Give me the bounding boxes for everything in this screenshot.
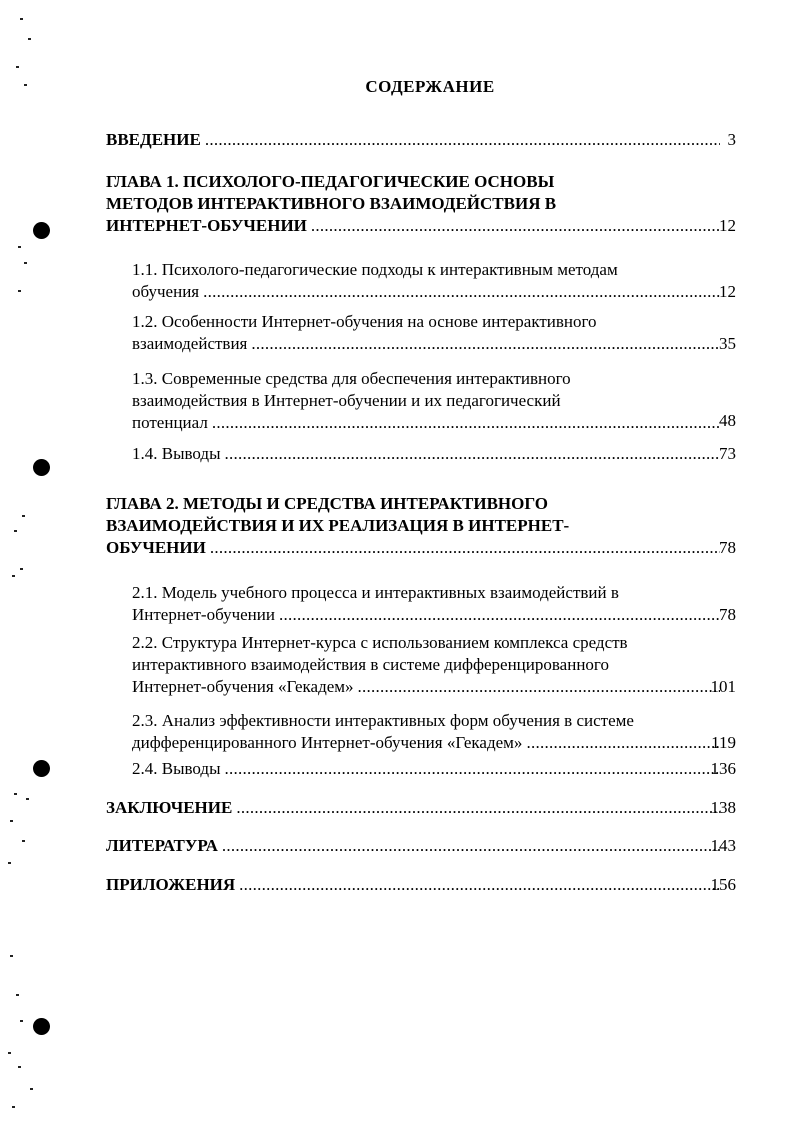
toc-entry-label: Интернет-обучения «Гекадем»	[132, 677, 354, 696]
toc-entry-label: ПРИЛОЖЕНИЯ	[106, 875, 236, 894]
toc-entry-section-2-1	[132, 582, 724, 626]
toc-entry-page: 156	[710, 875, 736, 894]
toc-entry-page: 101	[710, 677, 736, 696]
binder-hole	[33, 459, 50, 476]
scan-speck	[28, 38, 31, 40]
toc-entry-page: 12	[719, 282, 736, 301]
toc-entry-label: 1.3. Современные средства для обеспечения интерактивного	[132, 369, 571, 388]
toc-entry-label: взаимодействия	[132, 334, 248, 353]
scan-speck	[30, 1088, 33, 1090]
toc-entry-section-1-1	[132, 259, 724, 303]
toc-entry-label: 1.4. Выводы	[132, 444, 221, 463]
binder-hole	[33, 760, 50, 777]
toc-entry-page: 3	[727, 130, 736, 149]
toc-entry-label: взаимодействия в Интернет-обучении и их педагогический	[132, 391, 561, 410]
scan-speck	[26, 798, 29, 800]
toc-entry-label: интерактивного взаимодействия в системе дифференцированного	[132, 655, 609, 674]
toc-entry-literature	[106, 835, 724, 857]
toc-entry-label: ВЗАИМОДЕЙСТВИЯ И ИХ РЕАЛИЗАЦИЯ В ИНТЕРНЕТ-	[106, 516, 570, 535]
leader-dots	[251, 333, 720, 355]
scan-speck	[10, 955, 13, 957]
page-title: СОДЕРЖАНИЕ	[365, 77, 495, 96]
toc-entry-page: 12	[719, 216, 736, 235]
leader-dots	[203, 281, 720, 303]
toc-entry-introduction	[106, 129, 724, 151]
toc-entry-section-2-2	[132, 632, 724, 698]
leader-dots	[239, 874, 720, 896]
toc-entry-chapter-2	[106, 493, 724, 559]
toc-entry-label: 1.1. Психолого-педагогические подходы к интерактивным методам	[132, 260, 618, 279]
toc-entry-label: МЕТОДОВ ИНТЕРАКТИВНОГО ВЗАИМОДЕЙСТВИЯ В	[106, 194, 557, 213]
toc-entry-label: ЗАКЛЮЧЕНИЕ	[106, 798, 233, 817]
toc-entry-label: дифференцированного Интернет-обучения «Гекадем»	[132, 733, 523, 752]
toc-entry-label: ЛИТЕРАТУРА	[106, 836, 218, 855]
toc-entry-label: обучения	[132, 282, 200, 301]
scan-speck	[8, 1052, 11, 1054]
toc-entry-page: 78	[719, 538, 736, 557]
toc-entry-label: потенциал	[132, 413, 208, 432]
scan-speck	[10, 820, 13, 822]
toc-entry-conclusion	[106, 797, 724, 819]
scan-speck	[20, 1020, 23, 1022]
leader-dots	[236, 797, 720, 819]
leader-dots	[279, 604, 720, 626]
toc-entry-label: 2.2. Структура Интернет-курса с использованием комплекса средств	[132, 633, 628, 652]
toc-entry-label: 1.2. Особенности Интернет-обучения на основе интерактивного	[132, 312, 597, 331]
scan-speck	[18, 290, 21, 292]
scan-speck	[16, 994, 19, 996]
toc-entry-page: 73	[719, 444, 736, 463]
scan-speck	[18, 1066, 21, 1068]
scan-speck	[24, 84, 27, 86]
toc-entry-label: 2.4. Выводы	[132, 759, 221, 778]
scan-speck	[16, 66, 19, 68]
toc-entry-label: Интернет-обучении	[132, 605, 275, 624]
toc-entry-label: ИНТЕРНЕТ-ОБУЧЕНИИ	[106, 216, 307, 235]
scan-speck	[24, 262, 27, 264]
scan-speck	[12, 1106, 15, 1108]
toc-entry-page: 143	[710, 836, 736, 855]
toc-entry-label: ОБУЧЕНИИ	[106, 538, 206, 557]
scan-speck	[20, 568, 23, 570]
toc-entry-page: 136	[710, 759, 736, 778]
scan-speck	[22, 840, 25, 842]
toc-entry-section-1-4	[132, 443, 724, 465]
leader-dots	[212, 412, 720, 434]
scan-speck	[18, 246, 21, 248]
toc-entry-section-1-3	[132, 368, 724, 434]
leader-dots	[225, 758, 720, 780]
binder-hole	[33, 1018, 50, 1035]
toc-entry-page: 35	[719, 334, 736, 353]
toc-entry-page: 119	[711, 733, 736, 752]
toc-entry-label: ГЛАВА 1. ПСИХОЛОГО-ПЕДАГОГИЧЕСКИЕ ОСНОВЫ	[106, 172, 555, 191]
toc-entry-page: 138	[710, 798, 736, 817]
scan-speck	[12, 575, 15, 577]
toc-entry-label: ГЛАВА 2. МЕТОДЫ И СРЕДСТВА ИНТЕРАКТИВНОГО	[106, 494, 548, 513]
toc-entry-label: 2.1. Модель учебного процесса и интерактивных взаимодействий в	[132, 583, 619, 602]
scan-speck	[8, 862, 11, 864]
leader-dots	[222, 835, 720, 857]
toc-entry-section-2-4	[132, 758, 724, 780]
toc-entry-page: 48	[719, 411, 736, 430]
toc-entry-appendices	[106, 874, 724, 896]
leader-dots	[210, 537, 720, 559]
scan-speck	[14, 530, 17, 532]
leader-dots	[225, 443, 720, 465]
toc-entry-label: 2.3. Анализ эффективности интерактивных форм обучения в системе	[132, 711, 634, 730]
leader-dots	[526, 732, 720, 754]
binder-hole	[33, 222, 50, 239]
leader-dots	[311, 215, 720, 237]
toc-entry-section-1-2	[132, 311, 724, 355]
scan-speck	[20, 18, 23, 20]
toc-entry-chapter-1	[106, 171, 724, 237]
scan-speck	[22, 515, 25, 517]
toc-entry-page: 78	[719, 605, 736, 624]
scan-speck	[14, 793, 17, 795]
toc-entry-section-2-3	[132, 710, 724, 754]
leader-dots	[205, 129, 720, 151]
leader-dots	[358, 676, 720, 698]
toc-entry-label: ВВЕДЕНИЕ	[106, 130, 201, 149]
